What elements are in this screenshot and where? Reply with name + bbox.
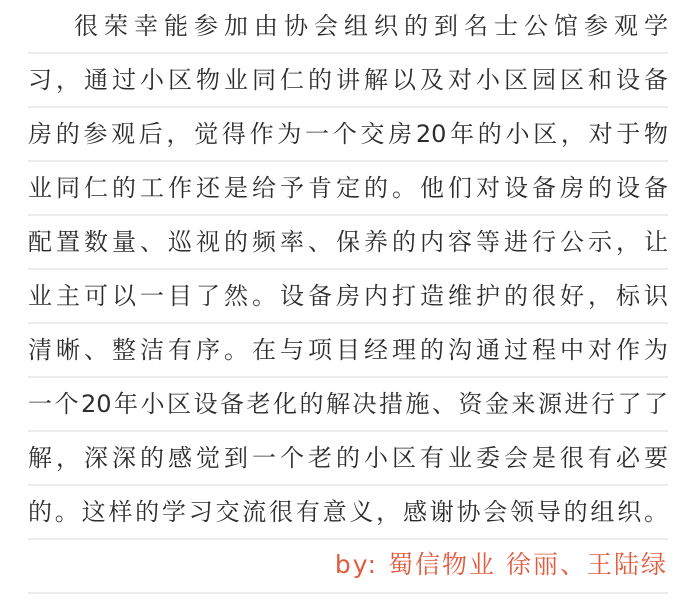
note-row (28, 432, 668, 486)
note-line: 很荣幸能参加由协会组织的到名士公馆参观学 (74, 12, 668, 40)
note-line: 房的参观后，觉得作为一个交房20年的小区，对于物 (28, 120, 668, 148)
note-row (28, 378, 668, 432)
signature-line: by: 蜀信物业 徐丽、王陆绿 (334, 550, 668, 579)
note-line: 业同仁的工作还是给予肯定的。他们对设备房的设备 (28, 174, 668, 202)
note-row (28, 0, 668, 54)
note-row (28, 270, 668, 324)
note-row (28, 162, 668, 216)
note-line: 解，深深的感觉到一个老的小区有业委会是很有必要 (28, 444, 668, 472)
note-row (28, 108, 668, 162)
note-row (28, 486, 668, 540)
ruled-paper (28, 0, 668, 594)
note-line: 的。这样的学习交流很有意义，感谢协会领导的组织。 (28, 498, 668, 526)
note-line: 习，通过小区物业同仁的讲解以及对小区园区和设备 (28, 66, 668, 94)
note-line: 一个20年小区设备老化的解决措施、资金来源进行了了 (28, 390, 668, 418)
note-row (28, 324, 668, 378)
note-line: 配置数量、巡视的频率、保养的内容等进行公示，让 (28, 228, 668, 256)
note-row (28, 216, 668, 270)
note-row (28, 54, 668, 108)
note-line: 清晰、整洁有序。在与项目经理的沟通过程中对作为 (28, 336, 668, 364)
signature-row (28, 540, 668, 594)
note-line: 业主可以一目了然。设备房内打造维护的很好，标识 (28, 282, 668, 310)
